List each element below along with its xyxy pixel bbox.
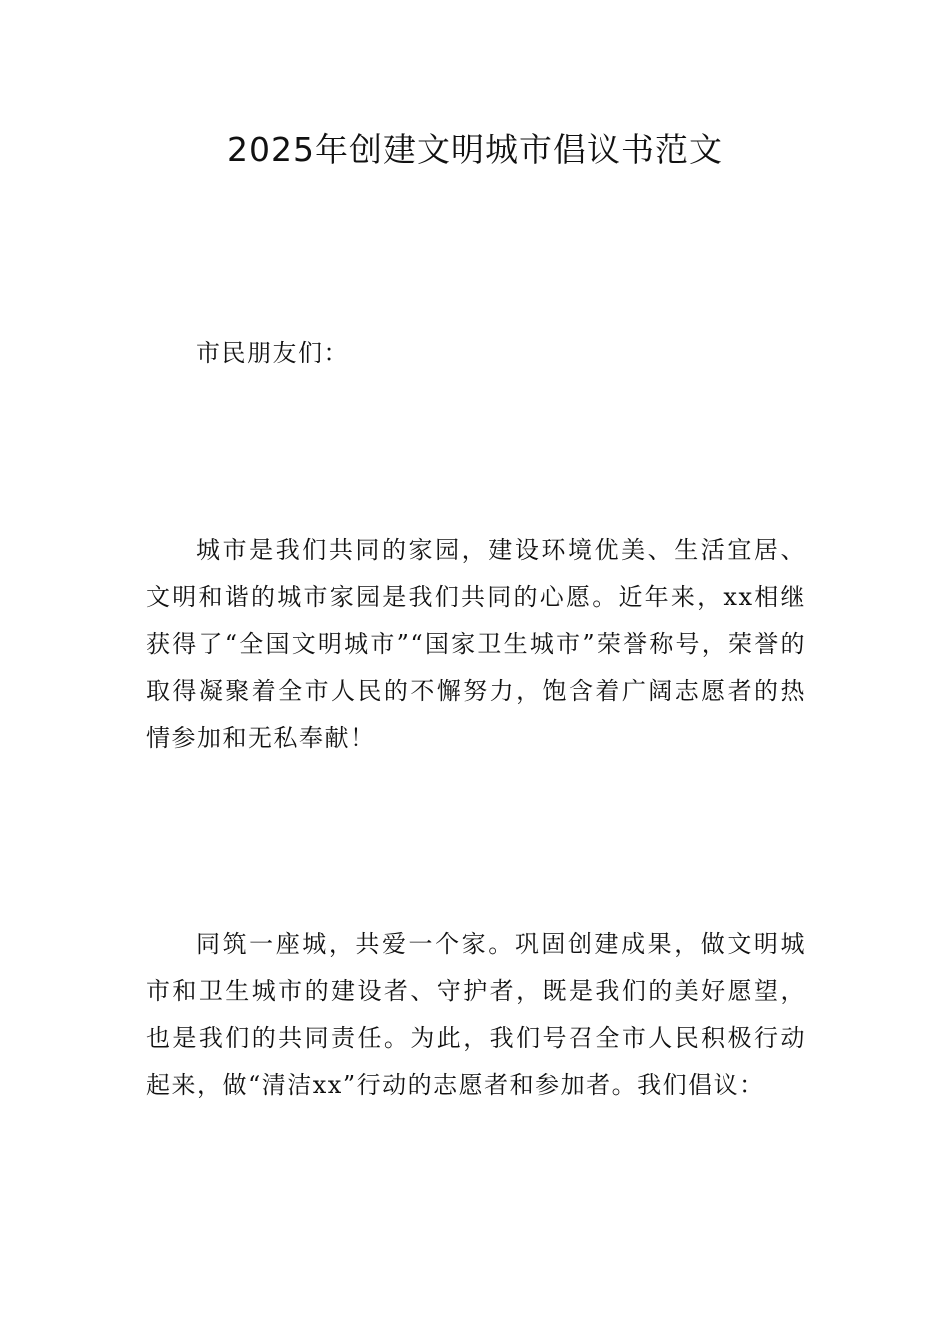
document-title: 2025年创建文明城市倡议书范文 [227,130,723,169]
salutation: 市民朋友们： [196,339,349,367]
paragraph-1: 城市是我们共同的家园，建设环境优美、生活宜居、文明和谐的城市家园是我们共同的心愿。近年来，xx相继获得了“全国文明城市”“国家卫生城市”荣誉称号，荣誉的取得凝聚着全市人民的不懈努力，饱含着广阔志愿者的热情参加和无私奉献！ [146,536,806,752]
paragraph-2: 同筑一座城，共爱一个家。巩固创建成果，做文明城市和卫生城市的建设者、守护者，既是我们的美好愿望，也是我们的共同责任。为此，我们号召全市人民积极行动起来，做“清洁xx”行动的志愿者和参加者。我们倡议： [146,930,806,1099]
